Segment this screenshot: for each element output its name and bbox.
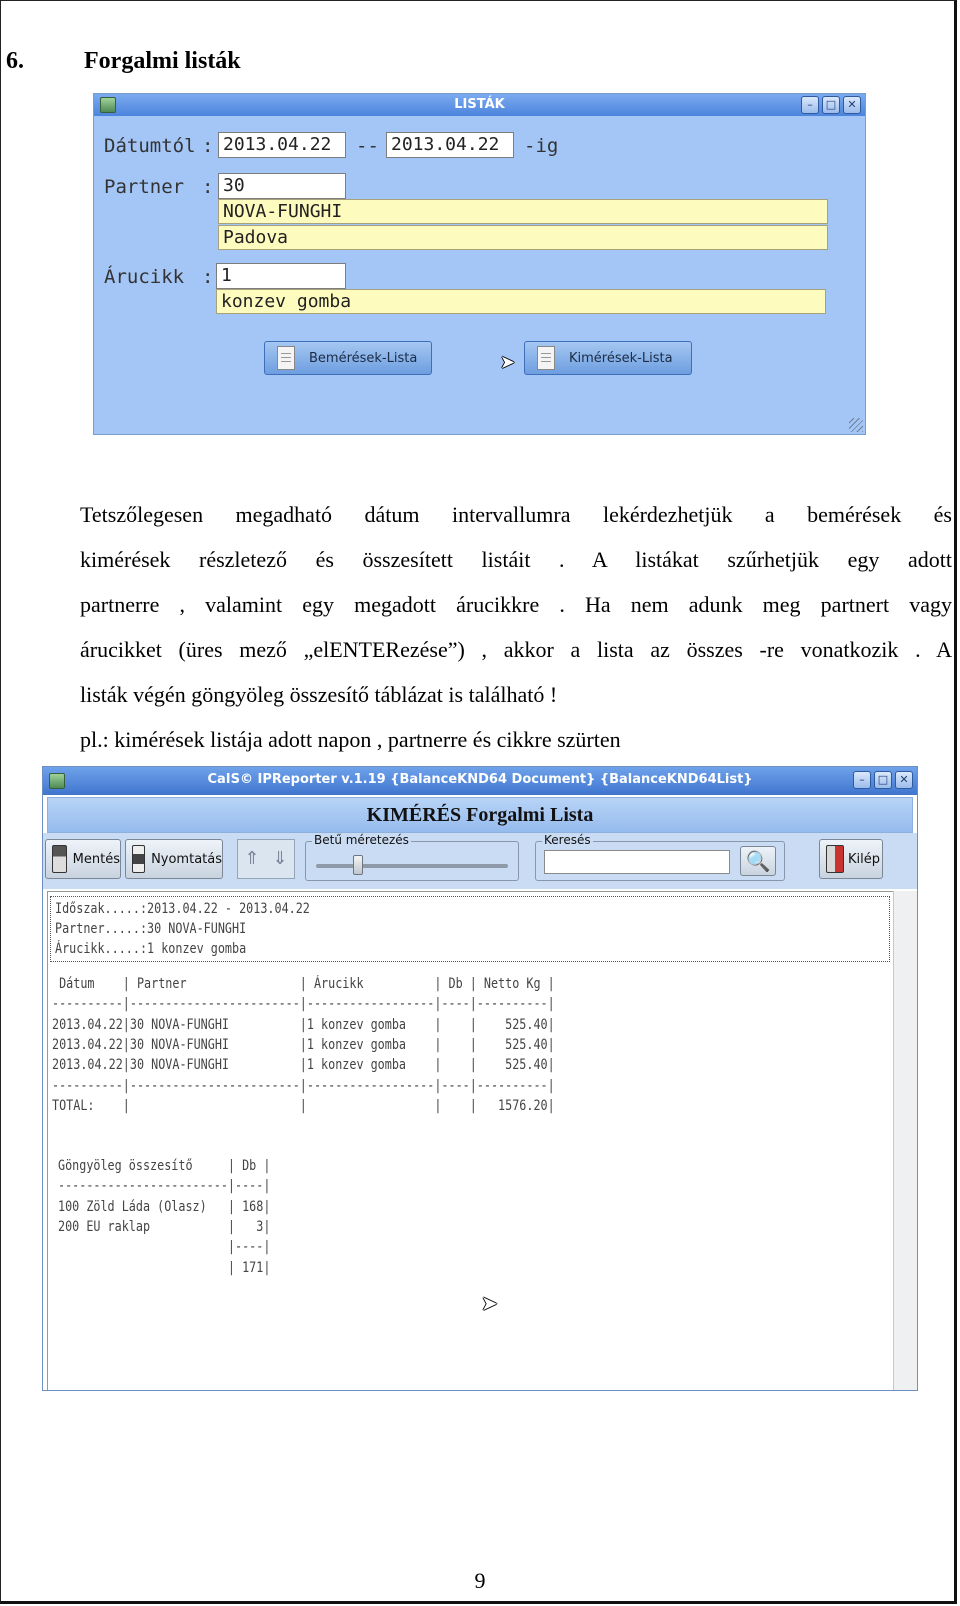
floppy-disk-icon <box>52 845 67 873</box>
section-number: 6. <box>6 48 24 74</box>
close-icon[interactable]: ✕ <box>895 771 913 789</box>
document-icon <box>277 346 295 370</box>
page-up-icon[interactable]: ⇑ <box>244 848 260 869</box>
font-size-group-label: Betű méretezés <box>314 833 409 847</box>
exit-button[interactable] <box>819 839 883 879</box>
font-size-slider-track[interactable] <box>316 864 508 868</box>
maximize-icon[interactable]: □ <box>822 96 840 114</box>
datumtol-label: Dátumtól <box>104 135 196 157</box>
ipreporter-window-title: CaIS© IPReporter v.1.19 {BalanceKND64 Document} {BalanceKND64List} <box>207 772 753 787</box>
report-period: Időszak.....:2013.04.22 - 2013.04.22 <box>55 901 310 917</box>
arucikk-label: Árucikk <box>104 266 185 288</box>
partner-label: Partner <box>104 176 185 198</box>
minimize-icon[interactable]: – <box>801 96 819 114</box>
date-to-suffix: -ig <box>524 135 559 157</box>
report-partner-filter: Partner.....:30 NOVA-FUNGHI <box>55 921 247 937</box>
date-range-separator: -- <box>356 135 379 157</box>
document-icon <box>537 346 555 370</box>
printer-icon <box>132 845 145 873</box>
kimeresek-lista-button[interactable] <box>524 341 692 375</box>
resize-grip-icon[interactable] <box>849 418 863 432</box>
font-size-slider-thumb[interactable] <box>353 855 363 875</box>
search-group <box>535 833 785 881</box>
partner-code-input[interactable]: 30 <box>218 173 346 199</box>
report-header-box <box>50 896 890 962</box>
report-banner-title: KIMÉRÉS Forgalmi Lista <box>47 797 913 833</box>
mouse-cursor-icon: ➤ <box>500 352 516 373</box>
page-down-icon[interactable]: ⇓ <box>272 848 288 869</box>
close-icon[interactable]: ✕ <box>843 96 861 114</box>
paragraph-line: partnerre , valamint egy megadott árucikkre . Ha nem adunk meg partnert vagy <box>80 592 952 617</box>
magnifier-icon: 🔍 <box>745 849 771 873</box>
paragraph-line: pl.: kimérések listája adott napon , partnerre és cikkre szürten <box>80 727 621 752</box>
ipreporter-titlebar[interactable] <box>43 767 917 795</box>
search-group-label: Keresés <box>544 833 591 847</box>
listak-window-title: LISTÁK <box>454 97 505 112</box>
paragraph-line: árucikket (üres mező „elENTERezése”) , akkor a lista az összes -re vonatkozik . A <box>80 637 952 662</box>
report-table: Dátum | Partner | Árucikk | Db | Netto Kg | ----------|------------------------|------------------|----|----------| 2013.04.22|30 NOVA-FUNGHI |1 konzev gomba | | 525.40| 2013.04.22|30 NOVA-FUNGHI |1 konzev gomba | | 525.40| 2013.04.22|30 NOVA-FUNGHI |1 konzev gomba | | 525.40| ----------|------------------------|------------------|----|----------| TOTAL: | | | | 1576.20| <box>52 976 555 1115</box>
section-title: Forgalmi listák <box>84 48 241 74</box>
partner-name-display: NOVA-FUNGHI <box>218 199 828 224</box>
exit-button-label: Kilép <box>848 851 880 867</box>
partner-colon: : <box>202 176 214 198</box>
item-name-display: konzev gomba <box>216 289 826 314</box>
save-button-label: Mentés <box>72 851 120 867</box>
exit-door-icon <box>826 845 844 873</box>
mouse-cursor-icon: ➤ <box>481 1291 498 1315</box>
date-to-input[interactable]: 2013.04.22 <box>386 132 514 158</box>
report-toolbar <box>43 833 918 889</box>
bemeresek-lista-label: Bemérések-Lista <box>309 350 418 366</box>
report-vertical-scrollbar[interactable] <box>893 891 917 1391</box>
listak-titlebar[interactable] <box>94 94 865 116</box>
search-button[interactable] <box>740 846 776 876</box>
maximize-icon[interactable]: □ <box>874 771 892 789</box>
packaging-summary-table: Göngyöleg összesítő | Db | ------------------------|----| 100 Zöld Láda (Olasz) | 168| 200 EU raklap | 3| |----| | 171| <box>58 1158 271 1276</box>
paragraph-line: Tetszőlegesen megadható dátum intervallumra lekérdezhetjük a bemérések és <box>80 502 952 527</box>
report-item-filter: Árucikk.....:1 konzev gomba <box>55 941 247 957</box>
print-button-label: Nyomtatás <box>151 851 222 867</box>
ipreporter-window <box>42 766 918 1391</box>
date-from-input[interactable]: 2013.04.22 <box>218 132 346 158</box>
kimeresek-lista-label: Kimérések-Lista <box>569 350 673 366</box>
partner-city-display: Padova <box>218 225 828 250</box>
arucikk-colon: : <box>202 266 214 288</box>
minimize-icon[interactable]: – <box>853 771 871 789</box>
description-paragraph <box>80 492 952 762</box>
print-button[interactable] <box>125 839 223 879</box>
paragraph-line: kimérések részletező és összesített listáit . A listákat szűrhetjük egy adott <box>80 547 952 572</box>
bemeresek-lista-button[interactable] <box>264 341 432 375</box>
report-view <box>47 891 893 1391</box>
datumtol-colon: : <box>202 135 214 157</box>
item-code-input[interactable]: 1 <box>216 263 346 289</box>
page-number: 9 <box>474 1568 486 1593</box>
save-button[interactable] <box>45 839 121 879</box>
font-size-group <box>305 833 519 881</box>
paragraph-line: listák végén göngyöleg összesítő táblázat is található ! <box>80 682 558 707</box>
search-input[interactable] <box>544 850 730 874</box>
scroll-page-buttons <box>237 839 295 879</box>
listak-window <box>93 93 866 435</box>
